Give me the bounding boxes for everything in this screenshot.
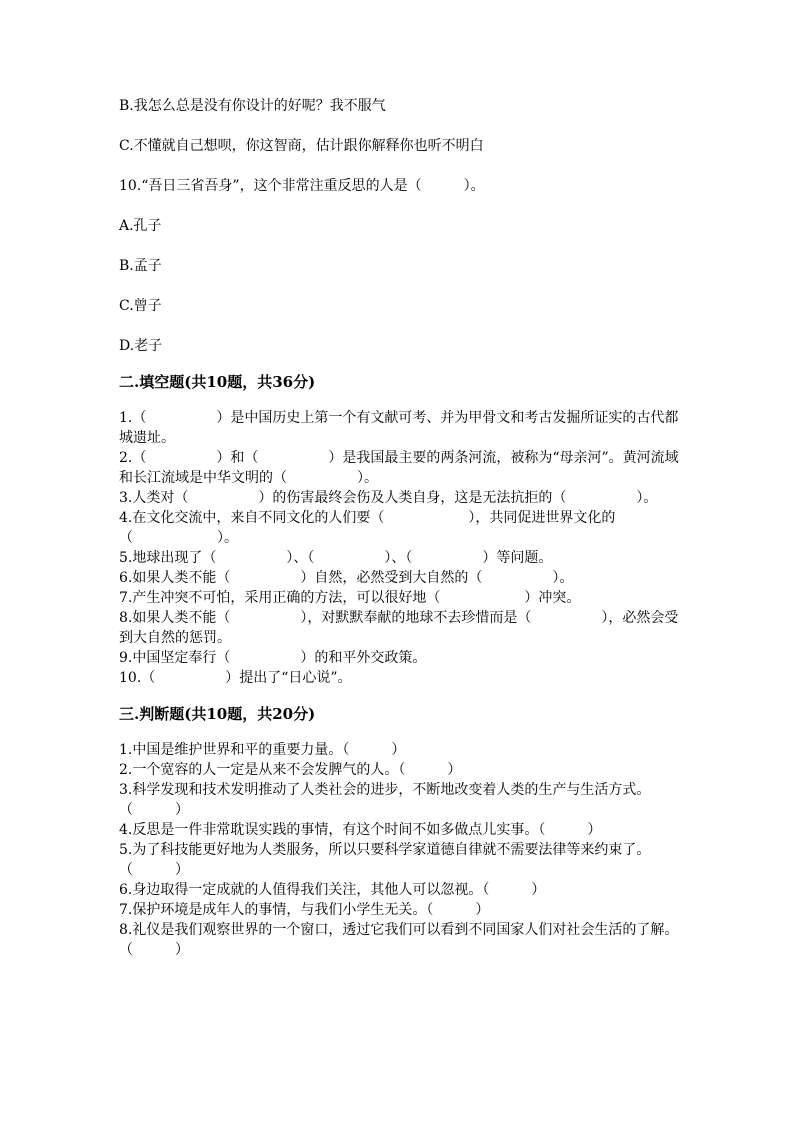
- judge-item-1: 1.中国是维护世界和平的重要力量。（ ）: [119, 742, 406, 758]
- judge-item-2: 2.一个宽容的人一定是从来不会发脾气的人。（ ）: [119, 762, 462, 778]
- fill-item-9: 9.中国坚定奉行（ ）的和平外交政策。: [119, 650, 427, 666]
- section-2-title: 二.填空题(共10题，共36分): [119, 373, 316, 391]
- judge-item-6: 6.身边取得一定成就的人值得我们关注，其他人可以忽视。（ ）: [119, 882, 546, 898]
- judge-item-8: 8.礼仪是我们观察世界的一个窗口，透过它我们可以看到不同国家人们对社会生活的了解。（ ）: [119, 922, 679, 958]
- fill-item-10: 10.（ ）提出了“日心说”。: [119, 670, 352, 686]
- fill-item-1: 1.（ ）是中国历史上第一个有文献可考、并为甲骨文和考古发掘所证实的古代都城遗址。: [119, 410, 679, 446]
- fill-in-list: [119, 408, 679, 688]
- question-10-option-d: D.老子: [119, 338, 163, 354]
- prev-question-option-b: B.我怎么总是没有你设计的好呢？我不服气: [119, 98, 386, 114]
- page-content: [119, 96, 679, 960]
- fill-item-2: 2.（ ）和（ ）是我国最主要的两条河流，被称为“母亲河”。黄河流域和长江流域是中华文明的（ ）。: [119, 450, 679, 486]
- question-10-option-b: B.孟子: [119, 258, 162, 274]
- judge-item-7: 7.保护环境是成年人的事情，与我们小学生无关。（ ）: [119, 902, 490, 918]
- prev-question-option-c: C.不懂就自己想呗，你这智商，估计跟你解释你也听不明白: [119, 138, 484, 154]
- fill-item-4: 4.在文化交流中，来自不同文化的人们要（ ），共同促进世界文化的（ ）。: [119, 510, 616, 546]
- judge-item-3: 3.科学发现和技术发明推动了人类社会的进步，不断地改变着人类的生产与生活方式。（ ）: [119, 782, 651, 818]
- question-10-option-c: C.曾子: [119, 298, 162, 314]
- question-10-option-a: A.孔子: [119, 218, 162, 234]
- question-10-stem: 10.“吾日三省吾身”，这个非常注重反思的人是（ ）。: [119, 178, 485, 194]
- fill-item-5: 5.地球出现了（ ）、（ ）、（ ）等问题。: [119, 550, 553, 566]
- fill-item-3: 3.人类对（ ）的伤害最终会伤及人类自身，这是无法抗拒的（ ）。: [119, 490, 658, 506]
- section-3-title: 三.判断题(共10题，共20分): [119, 705, 316, 723]
- fill-item-8: 8.如果人类不能（ ），对默默奉献的地球不去珍惜而是（ ），必然会受到大自然的惩罚。: [119, 610, 679, 646]
- judge-item-4: 4.反思是一件非常耽误实践的事情，有这个时间不如多做点儿实事。（ ）: [119, 822, 602, 838]
- fill-item-6: 6.如果人类不能（ ）自然，必然受到大自然的（ ）。: [119, 570, 574, 586]
- judge-item-5: 5.为了科技能更好地为人类服务，所以只要科学家道德自律就不需要法律等来约束了。（ ）: [119, 842, 651, 878]
- true-false-list: [119, 740, 679, 960]
- fill-item-7: 7.产生冲突不可怕，采用正确的方法，可以很好地（ ）冲突。: [119, 590, 581, 606]
